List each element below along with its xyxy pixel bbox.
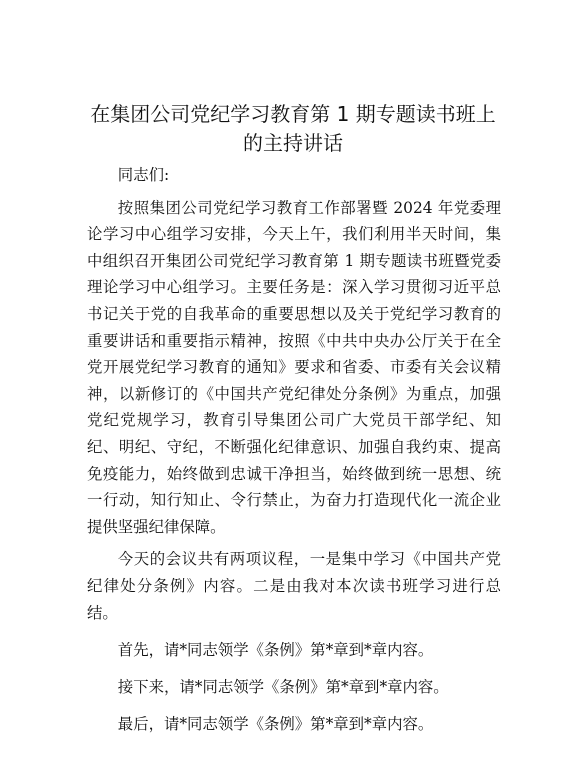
paragraph-agenda: 今天的会议共有两项议程，一是集中学习《中国共产党纪律处分条例》内容。二是由我对本次读书班学习进行总结。: [87, 550, 501, 622]
greeting: 同志们:: [117, 166, 170, 184]
paragraph-first: 首先，请*同志领学《条例》第*章到*章内容。: [117, 640, 434, 659]
document-body: [87, 162, 501, 737]
paragraph-last: 最后，请*同志领学《条例》第*章到*章内容。: [117, 714, 434, 733]
document-title: [80, 100, 506, 158]
title-line-2: 的主持讲话: [243, 131, 343, 155]
paragraph-opening: 按照集团公司党纪学习教育工作部署暨 2024 年党委理论学习中心组学习安排，今天上午，我们利用半天时间，集中组织召开集团公司党纪学习教育第 1 期专题读书班暨党委理论学习中心组学习。主要任务是：深入学习贯彻习近平总书记关于党的自我革命的重要思想以及关于党纪学习教育的重要讲话和重要指示精神，按照《中共中央办公厅关于在全党开展党纪学习教育的通知》要求和省委、市委有关会议精神，以新修订的《中国共产党纪律处分条例》为重点，加强党纪党规学习，教育引导集团公司广大党员干部学纪、知纪、明纪、守纪，不断强化纪律意识、加强自我约束、提高免疫能力，始终做到忠诚干净担当，始终做到统一思想、统一行动，知行知止、令行禁止，为奋力打造现代化一流企业提供坚强纪律保障。: [87, 198, 501, 536]
paragraph-next: 接下来，请*同志领学《条例》第*章到*章内容。: [117, 677, 449, 696]
title-line-1: 在集团公司党纪学习教育第 1 期专题读书班上: [90, 102, 496, 126]
